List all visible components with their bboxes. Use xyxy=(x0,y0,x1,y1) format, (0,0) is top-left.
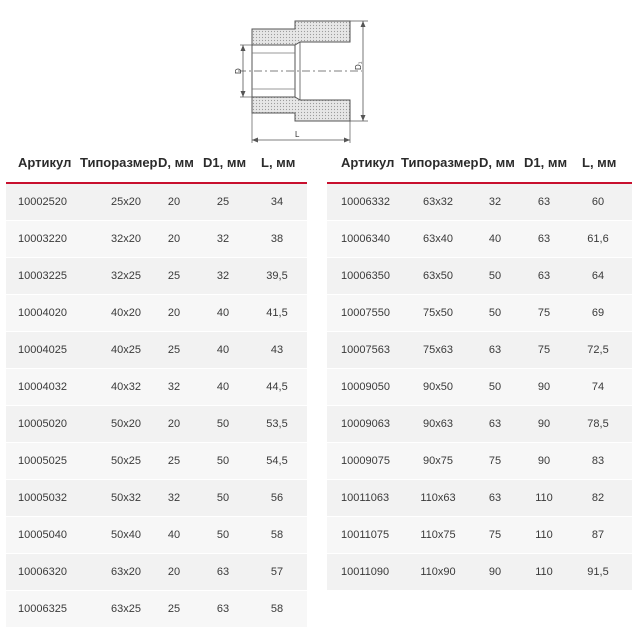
cell-article: 10006320 xyxy=(18,566,67,578)
header-d1: D1, мм xyxy=(203,155,247,170)
cell-article: 10009075 xyxy=(341,455,390,467)
cell-l: 38 xyxy=(270,233,284,245)
table-row xyxy=(6,517,307,554)
cell-size: 32x25 xyxy=(111,270,141,282)
table-row xyxy=(6,554,307,591)
cell-l: 78,5 xyxy=(587,418,609,430)
cell-article: 10005025 xyxy=(18,455,67,467)
cell-article: 10007550 xyxy=(341,307,390,319)
cell-l: 82 xyxy=(591,492,605,504)
cell-size: 90x50 xyxy=(423,381,453,393)
cell-size: 63x50 xyxy=(423,270,453,282)
cell-d: 75 xyxy=(488,455,502,467)
cell-d1: 32 xyxy=(216,270,230,282)
cell-article: 10011063 xyxy=(341,492,390,504)
dimensions-table-right xyxy=(327,150,632,591)
cell-article: 10005032 xyxy=(18,492,67,504)
cell-l: 91,5 xyxy=(587,566,609,578)
lower-wall-section xyxy=(252,97,350,121)
table-row xyxy=(6,221,307,258)
cell-d: 32 xyxy=(488,196,502,208)
table-row xyxy=(327,258,632,295)
cell-size: 110x75 xyxy=(420,529,456,541)
cell-article: 10005020 xyxy=(18,418,67,430)
cell-d1: 40 xyxy=(216,381,230,393)
cell-d1: 90 xyxy=(537,418,551,430)
cell-size: 63x25 xyxy=(111,603,141,615)
cell-l: 69 xyxy=(591,307,605,319)
cell-size: 63x20 xyxy=(111,566,141,578)
cell-d: 40 xyxy=(167,529,181,541)
table-header xyxy=(327,150,632,184)
cell-l: 87 xyxy=(591,529,605,541)
cell-d: 20 xyxy=(167,196,181,208)
cell-d1: 50 xyxy=(216,455,230,467)
cell-d: 75 xyxy=(488,529,502,541)
cell-d: 25 xyxy=(167,455,181,467)
cell-d1: 90 xyxy=(537,455,551,467)
cell-d1: 63 xyxy=(537,233,551,245)
cell-l: 61,6 xyxy=(587,233,609,245)
cell-size: 75x63 xyxy=(423,344,453,356)
cell-article: 10006332 xyxy=(341,196,390,208)
d1-label: D₁ xyxy=(354,61,363,70)
cell-d: 32 xyxy=(167,492,181,504)
table-row xyxy=(6,480,307,517)
cell-d: 20 xyxy=(167,307,181,319)
table-row xyxy=(6,591,307,628)
table-row xyxy=(6,295,307,332)
table-row xyxy=(327,554,632,591)
cell-article: 10009050 xyxy=(341,381,390,393)
cell-l: 56 xyxy=(270,492,284,504)
cell-d1: 32 xyxy=(216,233,230,245)
cell-d: 20 xyxy=(167,233,181,245)
cell-d1: 63 xyxy=(216,566,230,578)
upper-wall-section xyxy=(252,21,350,45)
header-d: D, мм xyxy=(479,155,515,170)
cell-article: 10009063 xyxy=(341,418,390,430)
cell-d1: 63 xyxy=(216,603,230,615)
cell-size: 110x90 xyxy=(420,566,456,578)
cell-d: 32 xyxy=(167,381,181,393)
cell-l: 34 xyxy=(270,196,284,208)
cell-d: 50 xyxy=(488,381,502,393)
table-row xyxy=(6,258,307,295)
cell-size: 50x32 xyxy=(111,492,141,504)
cell-l: 53,5 xyxy=(266,418,288,430)
cell-l: 83 xyxy=(591,455,605,467)
table-row xyxy=(6,332,307,369)
cell-d: 63 xyxy=(488,492,502,504)
table-row xyxy=(327,369,632,406)
cell-article: 10005040 xyxy=(18,529,67,541)
header-size: Типоразмер xyxy=(80,155,158,170)
cell-d1: 50 xyxy=(216,492,230,504)
cell-article: 10006350 xyxy=(341,270,390,282)
dimensions-table-left xyxy=(6,150,307,628)
cell-size: 63x32 xyxy=(423,196,453,208)
cell-d: 40 xyxy=(488,233,502,245)
cell-d1: 40 xyxy=(216,344,230,356)
cell-d: 20 xyxy=(167,566,181,578)
cell-size: 50x25 xyxy=(111,455,141,467)
header-l: L, мм xyxy=(261,155,296,170)
cell-size: 63x40 xyxy=(423,233,453,245)
table-row xyxy=(327,480,632,517)
header-size: Типоразмер xyxy=(401,155,479,170)
cell-article: 10011075 xyxy=(341,529,390,541)
cell-article: 10006340 xyxy=(341,233,390,245)
cell-l: 57 xyxy=(270,566,284,578)
cell-l: 43 xyxy=(270,344,284,356)
cell-d: 25 xyxy=(167,603,181,615)
cell-d: 90 xyxy=(488,566,502,578)
header-l: L, мм xyxy=(582,155,617,170)
cell-size: 40x20 xyxy=(111,307,141,319)
cell-l: 54,5 xyxy=(266,455,288,467)
cell-d1: 50 xyxy=(216,418,230,430)
header-d: D, мм xyxy=(158,155,194,170)
cell-l: 64 xyxy=(591,270,605,282)
cell-d1: 75 xyxy=(537,344,551,356)
cell-l: 41,5 xyxy=(266,307,288,319)
table-row xyxy=(327,295,632,332)
cell-article: 10007563 xyxy=(341,344,390,356)
cell-d1: 63 xyxy=(537,270,551,282)
cell-d: 63 xyxy=(488,344,502,356)
cell-article: 10004020 xyxy=(18,307,67,319)
table-row xyxy=(6,184,307,221)
cell-l: 60 xyxy=(591,196,605,208)
cell-l: 58 xyxy=(270,529,284,541)
header-d1: D1, мм xyxy=(524,155,568,170)
l-label: L xyxy=(295,130,300,139)
cell-d1: 63 xyxy=(537,196,551,208)
header-article: Артикул xyxy=(18,155,72,170)
cell-article: 10004032 xyxy=(18,381,67,393)
cell-size: 25x20 xyxy=(111,196,141,208)
cell-l: 58 xyxy=(270,603,284,615)
cell-article: 10006325 xyxy=(18,603,67,615)
cell-size: 32x20 xyxy=(111,233,141,245)
cell-d: 20 xyxy=(167,418,181,430)
cell-article: 10003220 xyxy=(18,233,67,245)
cell-article: 10004025 xyxy=(18,344,67,356)
table-row xyxy=(327,517,632,554)
cell-d1: 110 xyxy=(535,492,553,504)
cell-l: 74 xyxy=(591,381,605,393)
cell-size: 90x75 xyxy=(423,455,453,467)
fitting-dimension-diagram xyxy=(0,0,642,148)
d-label: D xyxy=(234,68,243,74)
cell-d1: 50 xyxy=(216,529,230,541)
table-row xyxy=(327,443,632,480)
cell-d1: 25 xyxy=(216,196,230,208)
cell-l: 39,5 xyxy=(266,270,288,282)
cell-d1: 110 xyxy=(535,529,553,541)
cell-d1: 75 xyxy=(537,307,551,319)
cell-size: 75x50 xyxy=(423,307,453,319)
cell-size: 50x40 xyxy=(111,529,141,541)
table-row xyxy=(327,184,632,221)
cell-size: 110x63 xyxy=(420,492,456,504)
cell-article: 10011090 xyxy=(341,566,390,578)
cell-size: 50x20 xyxy=(111,418,141,430)
cell-article: 10002520 xyxy=(18,196,67,208)
cell-d: 50 xyxy=(488,307,502,319)
table-header xyxy=(6,150,307,184)
table-row xyxy=(327,406,632,443)
cell-d: 25 xyxy=(167,344,181,356)
cell-l: 72,5 xyxy=(587,344,609,356)
cell-d: 50 xyxy=(488,270,502,282)
cell-d1: 90 xyxy=(537,381,551,393)
cell-article: 10003225 xyxy=(18,270,67,282)
cell-d: 25 xyxy=(167,270,181,282)
cell-size: 40x32 xyxy=(111,381,141,393)
header-article: Артикул xyxy=(341,155,395,170)
cell-l: 44,5 xyxy=(266,381,288,393)
cell-size: 90x63 xyxy=(423,418,453,430)
table-row xyxy=(327,221,632,258)
table-row xyxy=(327,332,632,369)
cell-d1: 40 xyxy=(216,307,230,319)
cell-d1: 110 xyxy=(535,566,553,578)
table-row xyxy=(6,369,307,406)
cell-size: 40x25 xyxy=(111,344,141,356)
table-row xyxy=(6,406,307,443)
cell-d: 63 xyxy=(488,418,502,430)
table-row xyxy=(6,443,307,480)
